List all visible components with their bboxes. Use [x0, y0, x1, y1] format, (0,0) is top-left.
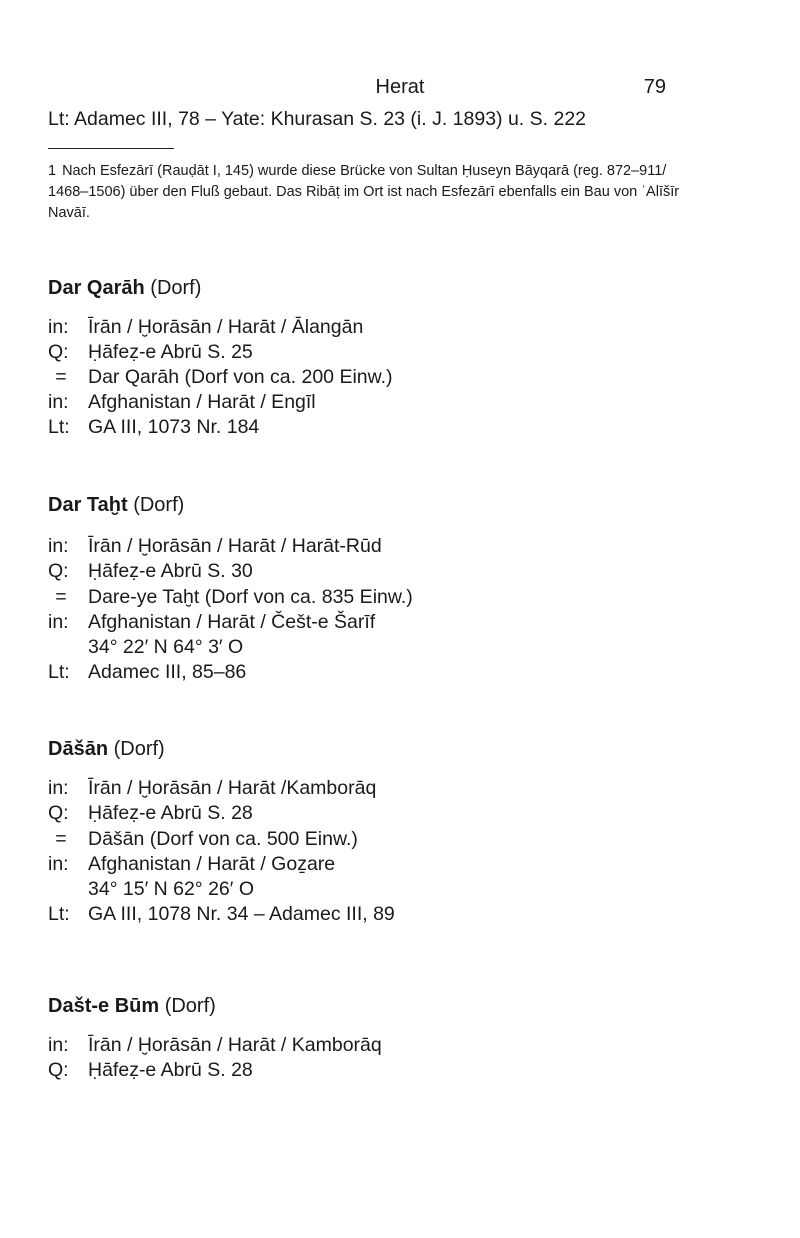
page-number: 79	[643, 76, 666, 98]
row-label: in:	[48, 391, 69, 413]
entry-name: Dašt-e Būm	[48, 995, 160, 1017]
row-text: Dāšān (Dorf von ca. 500 Einw.)	[88, 828, 358, 850]
row-text: Ḥāfeẓ-e Abrū S. 25	[88, 341, 253, 363]
row-text: Īrān / Ḫorāsān / Harāt / Harāt-Rūd	[88, 535, 382, 557]
entry-row	[48, 1059, 253, 1085]
entry-row-coordinates	[88, 636, 243, 662]
row-label: Lt:	[48, 661, 70, 683]
row-label: in:	[48, 611, 69, 633]
entry-row	[48, 316, 363, 342]
footnote-rule	[48, 148, 174, 149]
row-label: Q:	[48, 341, 69, 363]
row-text: Īrān / Ḫorāsān / Harāt /Kamborāq	[88, 777, 377, 799]
row-label: in:	[48, 777, 69, 799]
entry-name: Dāšān	[48, 738, 109, 760]
row-label: in:	[48, 1034, 69, 1056]
row-text: Ḥāfeẓ-e Abrū S. 28	[88, 802, 253, 824]
row-text: Adamec III, 85–86	[88, 661, 247, 683]
row-label: Q:	[48, 560, 69, 582]
row-text: Dare-ye Taḫt (Dorf von ca. 835 Einw.)	[88, 586, 413, 608]
running-title: Herat	[375, 76, 425, 98]
entry-heading	[48, 494, 184, 517]
top-line-reference: Lt: Adamec III, 78 – Yate: Khurasan S. 23 (i. J. 1893) u. S. 222	[48, 108, 587, 130]
entry-type: (Dorf)	[164, 995, 216, 1017]
entry-row	[48, 535, 382, 561]
entry-type: (Dorf)	[113, 738, 165, 760]
entry-row	[48, 802, 253, 828]
row-label: Q:	[48, 802, 69, 824]
entry-row	[48, 828, 358, 854]
row-text: 34° 22′ N 64° 3′ O	[88, 636, 244, 658]
entry-row-coordinates	[88, 878, 254, 904]
entry-type: (Dorf)	[150, 277, 202, 299]
entry-row	[48, 586, 413, 612]
entry-row	[48, 903, 395, 929]
row-text: Ḥāfeẓ-e Abrū S. 28	[88, 1059, 253, 1081]
footnote-number: 1	[48, 163, 57, 179]
entry-row	[48, 611, 375, 637]
footnote	[48, 161, 688, 224]
entry-name: Dar Taḫt	[48, 494, 128, 516]
entry-row	[48, 853, 335, 879]
row-text: 34° 15′ N 62° 26′ O	[88, 878, 255, 900]
entry-row	[48, 391, 316, 417]
entry-row	[48, 661, 246, 687]
row-text: Īrān / Ḫorāsān / Harāt / Kamborāq	[88, 1034, 382, 1056]
entry-name: Dar Qarāh	[48, 277, 145, 299]
entry-row	[48, 1034, 382, 1060]
entry-row	[48, 560, 253, 586]
row-text: Afghanistan / Harāt / Češt-e Šarīf	[88, 611, 376, 633]
entry-row	[48, 777, 376, 803]
row-label: =	[55, 366, 67, 388]
entry-row	[48, 366, 393, 392]
row-text: Afghanistan / Harāt / Goẕare	[88, 853, 336, 875]
entry-heading	[48, 995, 216, 1018]
row-label: Lt:	[48, 903, 70, 925]
footnote-text: Nach Esfezārī (Rauḍāt I, 145) wurde diese Brücke von Sultan Ḥuseyn Bāyqarā (reg. 872–911/ 1468–1506) über den Fluß gebaut. Das Ribāṭ im Ort ist nach Esfezārī ebenfalls ein Bau von ʿAlīšīr Navāī.	[48, 163, 680, 221]
row-label: in:	[48, 316, 69, 338]
row-text: Ḥāfeẓ-e Abrū S. 30	[88, 560, 253, 582]
row-label: in:	[48, 853, 69, 875]
entry-type: (Dorf)	[133, 494, 185, 516]
row-text: Īrān / Ḫorāsān / Harāt / Ālangān	[88, 316, 364, 338]
entry-row	[48, 416, 259, 442]
running-head	[0, 76, 800, 104]
row-text: Dar Qarāh (Dorf von ca. 200 Einw.)	[88, 366, 393, 388]
entry-heading	[48, 277, 201, 300]
row-label: Lt:	[48, 416, 70, 438]
entry-row	[48, 341, 253, 367]
row-label: =	[55, 828, 67, 850]
row-label: =	[55, 586, 67, 608]
row-label: in:	[48, 535, 69, 557]
row-text: GA III, 1078 Nr. 34 – Adamec III, 89	[88, 903, 395, 925]
entry-heading	[48, 738, 165, 761]
row-text: Afghanistan / Harāt / Engīl	[88, 391, 316, 413]
row-text: GA III, 1073 Nr. 184	[88, 416, 260, 438]
row-label: Q:	[48, 1059, 69, 1081]
